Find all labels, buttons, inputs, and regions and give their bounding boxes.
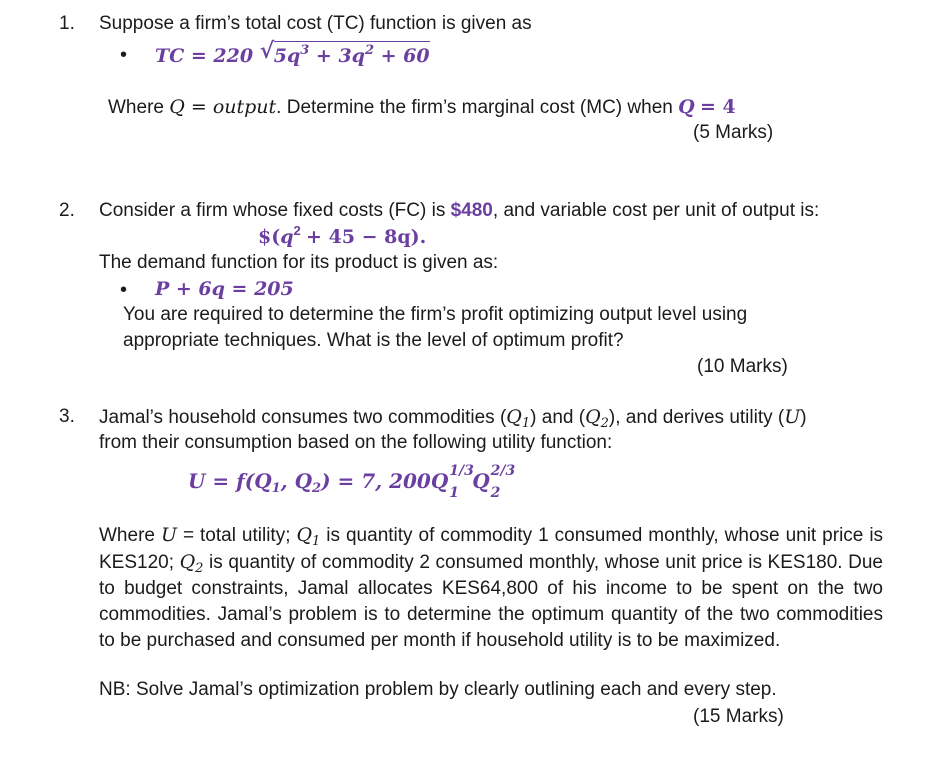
- q3-marks: (15 Marks): [693, 706, 784, 727]
- q3-exponent-2: 2/3 2: [490, 463, 516, 501]
- q1-bullet: •: [120, 44, 128, 66]
- q2-variable-cost: $\$(q^2 + 45 - 8q)$.: [258, 223, 427, 248]
- q1-number: 1.: [59, 13, 75, 34]
- q2-line1: Consider a firm whose fixed costs (FC) is $480, and variable cost per unit of output is:: [99, 200, 820, 221]
- tc-radicand: $5q^3 + 3q^2 + 60$: [273, 43, 430, 67]
- q2-task: You are required to determine the firm’s profit optimizing output level using appropriate techniques. What is the level of optimum profit?: [123, 304, 748, 351]
- q2-marks: (10 Marks): [697, 356, 788, 377]
- tc-eq: = 220: [190, 45, 254, 67]
- radical-sign-icon: √: [259, 38, 275, 64]
- q3-utility-function: $U = f(Q_1$, $Q_2) = 7$, 200Q 1/3 1 Q 2/3 2: [188, 468, 526, 494]
- tc-sqrt: [259, 38, 430, 69]
- q3-q1-symbol: $Q_1$: [506, 406, 531, 431]
- q1-tc-equation: [155, 38, 430, 69]
- q2-fixed-cost: $480: [450, 200, 493, 221]
- q3-line1: Jamal’s household consumes two commodities $(Q_1)$ and $(Q_2)$, and derives utility (U): [99, 406, 807, 431]
- q2-demand-intro: The demand function for its product is given as:: [99, 252, 499, 273]
- q3-line2: from their consumption based on the following utility function:: [99, 432, 613, 453]
- q3-q2-symbol: $Q_2$: [585, 406, 609, 431]
- q1-where-math: Q = output: [169, 96, 277, 118]
- q1-when-q: Q: [678, 96, 695, 118]
- q3-exponent-1: 1/3 1: [449, 463, 474, 501]
- q3-nb: NB: Solve Jamal’s optimization problem by clearly outlining each and every step.: [99, 679, 777, 700]
- q1-intro: Suppose a firm’s total cost (TC) function is given as: [99, 13, 532, 34]
- q3-number: 3.: [59, 406, 75, 427]
- q1-where-line: [108, 94, 736, 121]
- q2-number: 2.: [59, 200, 75, 221]
- q2-bullet: •: [120, 279, 128, 301]
- q3-u-symbol: U: [784, 406, 801, 428]
- tc-lhs: TC: [155, 45, 185, 67]
- q2-demand-equation: P + 6q = 205: [155, 278, 294, 300]
- q1-marks: (5 Marks): [693, 122, 774, 143]
- q3-paragraph: Where U = total utility; $Q_1$ is quantity of commodity 1 consumed monthly, whose unit price is KES120; $Q_2$ is quantity of commodity 2 consumed monthly, whose unit price is KES180. Due to budget constraints, Jamal allocates KES64,800 of his income to be spent on the two commodities. Jamal’s problem is to determine the optimum quantity of the two commodities to be purchased and consumed per month if household utility is to be maximized.: [99, 524, 884, 651]
- q1-where-label: Where: [108, 97, 164, 118]
- q1-when-eq: = 4: [699, 96, 736, 118]
- q1-where-rest: . Determine the firm’s marginal cost (MC) when: [276, 97, 673, 118]
